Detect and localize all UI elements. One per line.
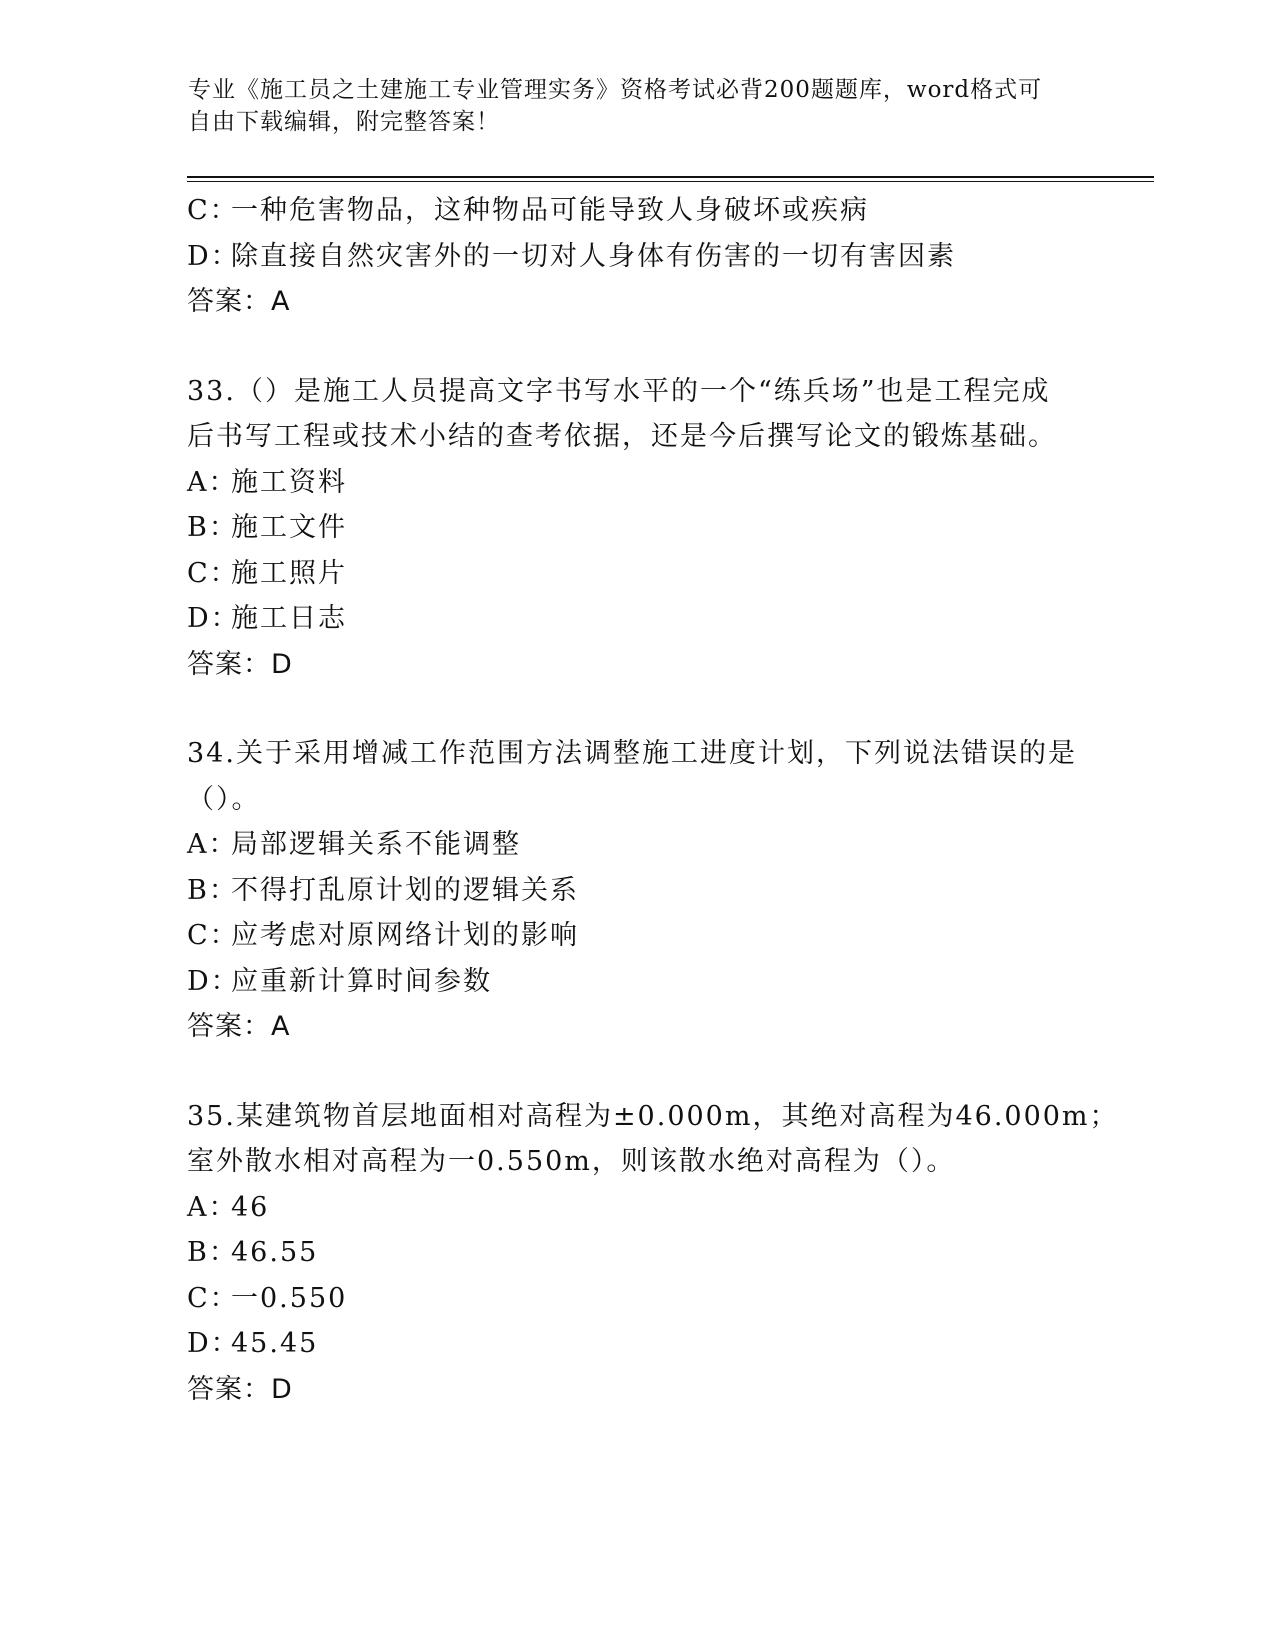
answer-line: 答案：D: [187, 648, 293, 680]
header-line-1: 专业《施工员之土建施工专业管理实务》资格考试必背200题题库，word格式可: [188, 77, 1043, 103]
option-label: C：: [187, 1282, 239, 1314]
option-label: D：: [187, 603, 240, 634]
option-text: 不得打乱原计划的逻辑关系: [231, 874, 579, 906]
header-line-2: 自由下载编辑，附完整答案！: [188, 109, 500, 135]
option-label: B：: [187, 874, 238, 906]
option-text: 应考虑对原网络计划的影响: [231, 920, 579, 951]
question-stem-line-1: 33.（）是施工人员提高文字书写水平的一个“练兵场”也是工程完成: [187, 375, 1051, 407]
option-text: 施工文件: [231, 512, 347, 543]
option-a: [187, 460, 1087, 506]
question-stem-line-1: 35.某建筑物首层地面相对高程为±0.000m，其绝对高程为46.000m；: [187, 1100, 1119, 1132]
option-d: [187, 596, 1087, 642]
answer-line: 答案：A: [187, 286, 291, 317]
option-text: 一0.550: [231, 1282, 348, 1314]
question-stem-line-2: （）。: [187, 783, 261, 815]
option-text: 施工资料: [231, 466, 347, 498]
option-b: [187, 868, 1087, 914]
option-text: 应重新计算时间参数: [231, 965, 492, 997]
question-33: [187, 369, 1087, 688]
option-label: C：: [187, 557, 239, 589]
option-text: 46: [231, 1191, 270, 1223]
option-label: C：: [187, 195, 239, 226]
option-c: [187, 1276, 1087, 1322]
document-header: [188, 74, 1068, 138]
question-stem-line-2: 后书写工程或技术小结的查考依据，还是今后撰写论文的锻炼基础。: [187, 421, 1057, 452]
option-d: [187, 959, 1087, 1005]
option-a: [187, 822, 1087, 868]
option-c: [187, 913, 1087, 959]
question-content: [187, 188, 1119, 1412]
option-text: 施工日志: [231, 603, 347, 634]
question-35: [187, 1094, 1119, 1413]
option-text: 一种危害物品，这种物品可能导致人身破坏或疾病: [231, 195, 869, 226]
option-text: 45.45: [231, 1328, 319, 1359]
option-text: 除直接自然灾害外的一切对人身体有伤害的一切有害因素: [231, 240, 956, 272]
option-label: B：: [187, 512, 238, 543]
header-divider-thin: [187, 181, 1154, 182]
answer-line: 答案：A: [187, 1011, 291, 1042]
question-stem-line-1: 34.关于采用增减工作范围方法调整施工进度计划，下列说法错误的是: [187, 738, 1077, 769]
option-c: [187, 551, 1087, 597]
option-label: D：: [187, 965, 240, 997]
option-label: D：: [187, 1328, 240, 1359]
question-stem-line-2: 室外散水相对高程为一0.550m，则该散水绝对高程为（）。: [187, 1146, 956, 1177]
question-34: [187, 731, 1087, 1050]
option-label: C：: [187, 920, 239, 951]
option-label: D：: [187, 240, 240, 272]
option-text: 局部逻辑关系不能调整: [231, 829, 521, 860]
answer-line: 答案：D: [187, 1373, 293, 1405]
option-text: 施工照片: [231, 557, 347, 589]
option-d: [187, 1321, 1087, 1367]
option-a: [187, 1185, 1087, 1231]
option-label: A：: [187, 829, 238, 860]
option-label: B：: [187, 1237, 238, 1268]
option-label: A：: [187, 1191, 238, 1223]
header-divider-thick: [187, 176, 1154, 178]
option-d: [187, 234, 1087, 280]
option-b: [187, 505, 1087, 551]
option-text: 46.55: [231, 1237, 319, 1268]
option-b: [187, 1230, 1087, 1276]
option-label: A：: [187, 466, 238, 498]
option-c: [187, 188, 1087, 234]
